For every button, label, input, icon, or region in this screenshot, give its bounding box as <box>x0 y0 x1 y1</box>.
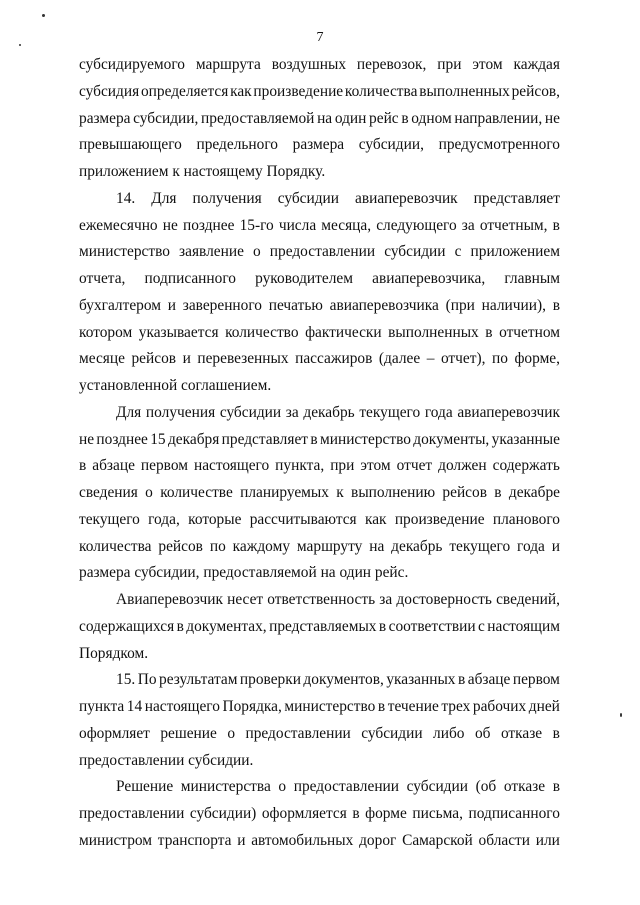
paragraph-first-line: Для получения субсидии за декабрь текущего года авиаперевозчик <box>116 403 560 421</box>
paragraph-first-line: 14. Для получения субсидии авиаперевозчик представляет <box>116 189 560 207</box>
scan-speck <box>42 14 45 17</box>
text-line: превышающего предельного размера субсидии, предусмотренного <box>79 136 560 154</box>
text-line: предоставлении субсидии) оформляется в форме письма, подписанного <box>79 805 560 822</box>
text-line: приложением к настоящему Порядку. <box>79 163 326 180</box>
text-line: в абзаце первом настоящего пункта, при этом отчет должен содержать <box>79 457 560 475</box>
text-line: месяце рейсов и перевезенных пассажиров (далее – отчет), по форме, <box>79 350 560 368</box>
text-line: установленной соглашением. <box>79 377 272 394</box>
text-line: текущего года, которые рассчитываются как произведение планового <box>79 510 560 528</box>
text-line: не позднее 15 декабря представляет в министерство документы, указанные <box>79 430 560 448</box>
scan-speck <box>620 713 622 717</box>
text-line: количества рейсов по каждому маршруту на декабрь текущего года и <box>79 537 560 555</box>
text-line: содержащихся в документах, представляемых в соответствии с настоящим <box>79 617 560 635</box>
text-line: размера субсидии, предоставляемой на один рейс. <box>79 564 409 582</box>
paragraph-first-line: Решение министерства о предоставлении субсидии (об отказе в <box>116 778 560 796</box>
text-line: ежемесячно не позднее 15-го числа месяца, следующего за отчетным, в <box>79 216 560 234</box>
text-line: субсидия определяется как произведение количества выполненных рейсов, <box>79 82 560 100</box>
text-line: бухгалтером и заверенного печатью авиаперевозчика (при наличии), в <box>79 296 560 314</box>
paragraph-first-line: 15. По результатам проверки документов, указанных в абзаце первом <box>116 671 560 689</box>
page-number: 7 <box>316 30 324 45</box>
text-line: отчета, подписанного руководителем авиаперевозчика, главным <box>79 270 560 287</box>
body-text <box>79 52 560 855</box>
text-line: оформляет решение о предоставлении субсидии либо об отказе в <box>79 724 560 742</box>
paragraph-first-line: Авиаперевозчик несет ответственность за достоверность сведений, <box>116 591 560 608</box>
text-line: министерство заявление о предоставлении субсидии с приложением <box>79 243 560 261</box>
text-line: министром транспорта и автомобильных дорог Самарской области или <box>79 831 560 849</box>
text-line: пункта 14 настоящего Порядка, министерство в течение трех рабочих дней <box>79 698 560 715</box>
text-line: котором указывается количество фактически выполненных в отчетном <box>79 323 560 341</box>
text-line: Порядком. <box>79 644 149 662</box>
text-line: субсидируемого маршрута воздушных перевозок, при этом каждая <box>79 56 560 73</box>
text-line: предоставлении субсидии. <box>79 751 254 769</box>
text-line: сведения о количестве планируемых к выполнению рейсов в декабре <box>79 484 560 501</box>
text-line: размера субсидии, предоставляемой на один рейс в одном направлении, не <box>79 109 560 127</box>
